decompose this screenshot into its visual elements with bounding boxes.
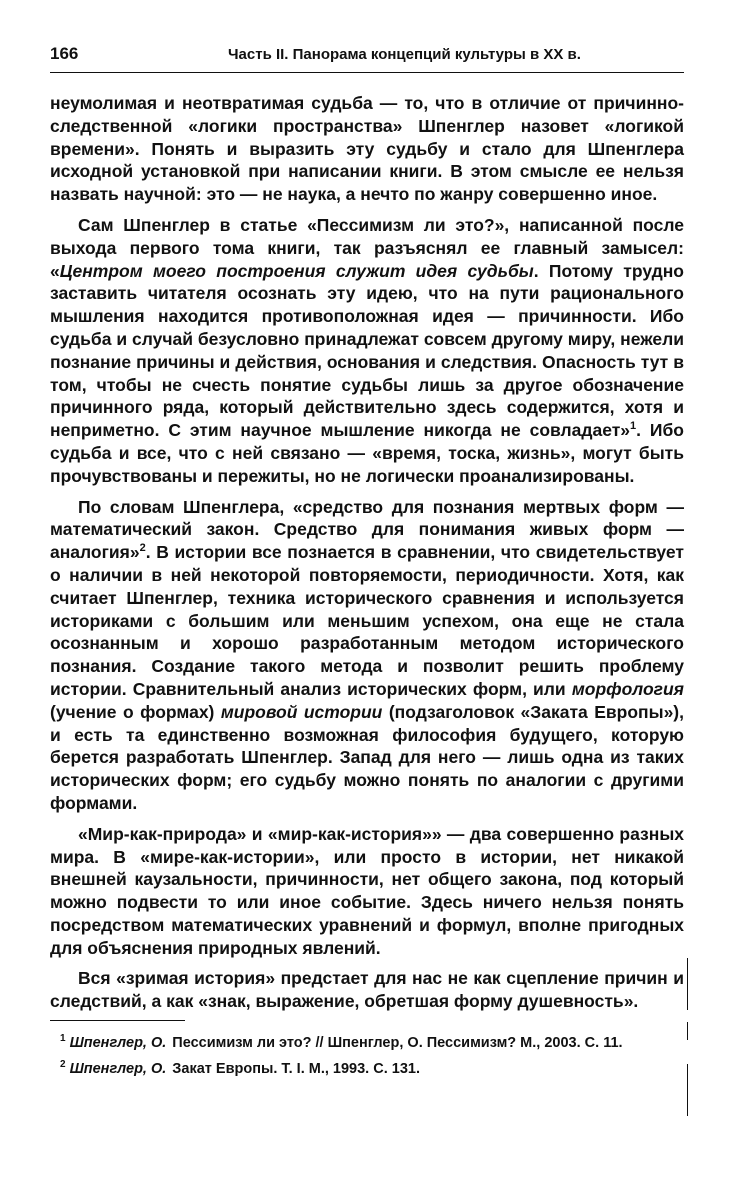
page-header — [50, 42, 684, 73]
footnote-2-marker: 2 — [60, 1058, 66, 1070]
footnotes — [50, 1020, 684, 1081]
paragraph-3-part-a: По словам Шпенглера, «средство для познания мертвых форм — математический закон. Средство для понимания живых форм — аналогия» — [50, 496, 684, 563]
footnote-1-marker: 1 — [60, 1033, 66, 1044]
footnote-ref-2: 2 — [139, 542, 146, 555]
paragraph-2-part-c: . Ибо судьба и все, что с ней связано — «время, тоска, жизнь», могут быть прочувствованы и пережиты, но не логически проанализированы. — [50, 420, 684, 486]
running-title: Часть II. Панорама концепций культуры в XX в. — [228, 46, 581, 63]
footnote-ref-1: 1 — [630, 420, 637, 433]
footnote-1 — [50, 1029, 684, 1053]
paragraph-2-part-a: Сам Шпенглер в статье «Пессимизм ли это?», написанной после выхода первого тома книги, так разъяснял ее главный замысел: « — [50, 214, 684, 281]
scan-edge-mark-middle — [687, 1022, 688, 1040]
paragraph-3 — [50, 496, 684, 815]
footnote-2-author: Шпенглер, О. — [69, 1060, 167, 1077]
paragraph-3-italic-world-history: мировой истории — [220, 701, 383, 722]
paragraph-3-part-d: (подзаголовок «Заката Европы»), и есть та единственно возможная философия будущего, которую берется разработать Шпенглер. Запад для него — лишь одна из таких исторических форм; его судьбу можно понять по аналогии с другими формами. — [50, 701, 684, 813]
footnote-2 — [50, 1055, 684, 1079]
paragraph-2-part-b: . Потому трудно заставить читателя осознать эту идею, что на пути рационального мышления находится противоположная идея — причинности. Ибо судьба и случай безусловно принадлежат совсем другому миру, нежели познание причины и действия, основания и следствия. Опасность тут в том, чтобы не счесть понятие судьбы лишь за другое обозначение причинного ряда, который действительно здесь содержится, хотя и неприметно. С этим научное мышление никогда не совладает» — [50, 260, 684, 441]
paragraph-3-part-c: (учение о формах) — [50, 701, 221, 722]
footnote-2-text: Закат Европы. Т. I. М., 1993. С. 131. — [172, 1060, 420, 1077]
footnote-1-author: Шпенглер, О. — [69, 1034, 167, 1051]
paragraph-1: неумолимая и неотвратимая судьба — то, что в отличие от причинно-следственной «логики пространства» Шпенглер назовет «логикой времени». Понять и выразить эту судьбу и стало для Шпенглера исходной установкой при написании книги. В этом смысле ее нельзя назвать научной: это — не наука, а нечто по жанру совершенно иное. — [50, 93, 684, 205]
paragraph-3-italic-morphology: морфология — [571, 678, 684, 699]
paragraph-2-italic: Центром моего построения служит идея судьбы — [59, 260, 534, 281]
footnote-1-text: Пессимизм ли это? // Шпенглер, О. Пессимизм? М., 2003. С. 11. — [172, 1034, 623, 1051]
scan-edge-mark-lower — [687, 1064, 688, 1116]
page-number: 166 — [50, 44, 79, 63]
main-text — [50, 92, 684, 1021]
scan-edge-mark-upper — [687, 958, 688, 1010]
paragraph-4: «Мир-как-природа» и «мир-как-история»» — два совершенно разных мира. В «мире-как-истории», или просто в истории, нет никакой внешней каузальности, причинности, нет общего закона, под который можно подвести то или иное событие. Здесь ничего нельзя понять посредством математических уравнений и формул, вполне пригодных для объяснения природных явлений. — [50, 823, 684, 958]
paragraph-3-part-b: . В истории все познается в сравнении, что свидетельствует о наличии в ней некоторой повторяемости, периодичности. Хотя, как считает Шпенглер, техника исторического сравнения и используется историками с большим или меньшим успехом, она еще не стала осознанным и хорошо разработанным методом исторического познания. Создание такого метода и позволит решить проблему истории. Сравнительный анализ исторических форм, или — [50, 542, 684, 699]
footnote-divider — [50, 1020, 185, 1021]
paragraph-2 — [50, 214, 684, 488]
paragraph-5: Вся «зримая история» предстает для нас не как сцепление причин и следствий, а как «знак, выражение, обретшая форму душевность». — [50, 968, 684, 1012]
